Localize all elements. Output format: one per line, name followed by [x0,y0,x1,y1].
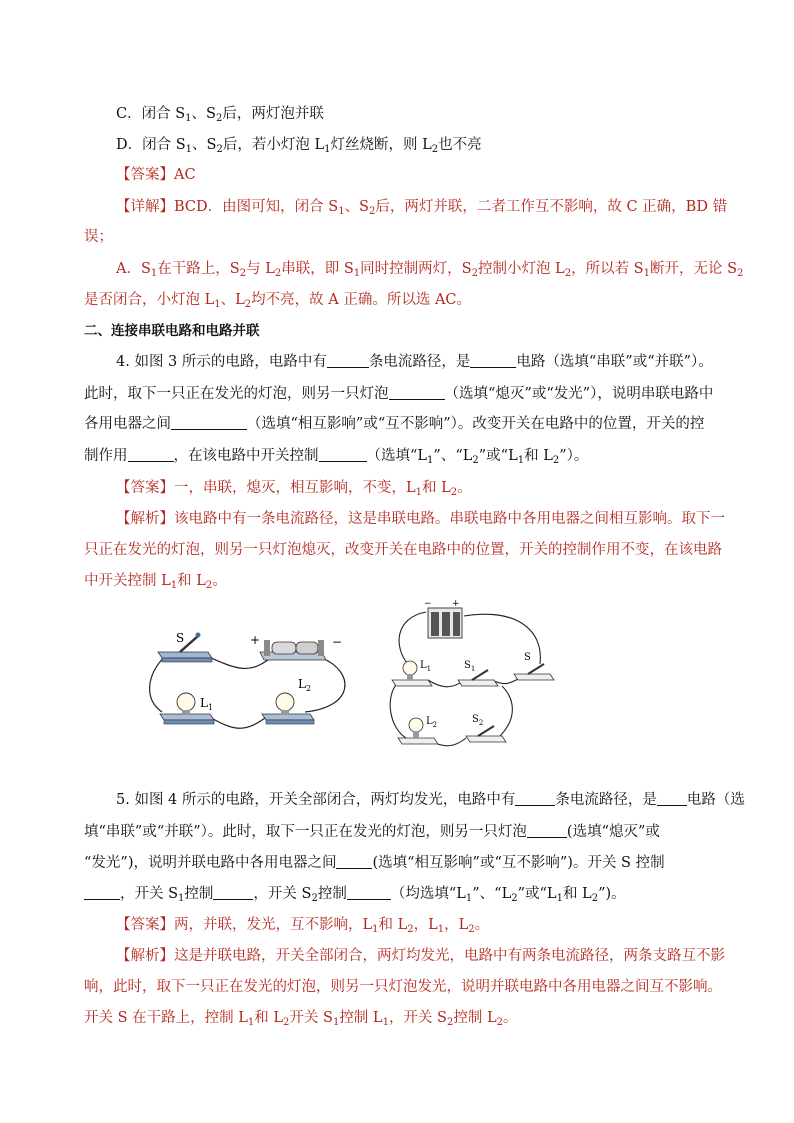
minus-terminal: − [424,599,432,609]
switch-main-label: S [524,652,531,663]
q3-detail-line-1: 【详解】BCD．由图可知，闭合 $S_1$、$S_2$后，两灯并联，二者工作互不影响，故 C 正确，BD 错 [116,199,728,217]
switch-main-base [514,674,554,680]
answer-tag: 【答案】 [116,917,174,933]
q4-blank-2 [470,353,516,368]
lamp-2-bulb [409,718,423,732]
answer-tag: 【答案】 [116,167,174,183]
q5-blank-4 [336,854,372,869]
wire [150,656,165,712]
q4-blank-3 [389,385,445,400]
battery-cell [272,642,296,654]
q4-blank-1 [327,353,369,368]
q5-analysis-line-2: 响，此时，取下一只正在发光的灯泡，则另一只灯泡发光，说明并联电路中各用电器之间互不影响。 [84,979,722,995]
q3-detail-line-2: 误； [84,229,113,245]
wire [390,682,406,738]
q5-line-3: “发光”)，说明并联电路中各用电器之间 (选填“相互影响”或“互不影响”)。开关 S 控制 [84,855,665,871]
section-title: 二、连接串联电路和电路并联 [84,323,260,339]
q4-line-2: 此时，取下一只正在发光的灯泡，则另一只灯泡 （选填“熄灭”或“发光”），说明串联电路中 [84,386,714,402]
lamp-1-bulb [403,661,417,675]
q3-detail-line-3: A．$S_1$在干路上，$S_2$与 $L_2$串联，即 $S_1$同时控制两灯，$S_2$控制小灯泡 $L_2$，所以若 $S_1$断开，无论 $S_2$ [116,261,744,279]
q5-blank-1 [515,791,555,806]
lamp-2-label: $L_2$ [426,716,438,729]
q5-line-4: ，开关 $S_1$控制 ，开关 $S_2$控制 （均选填“$L_1$”、“$L_2$”或“$L_1$和 $L_2$”)。 [84,884,626,909]
analysis-tag: 【解析】 [116,948,174,964]
switch-main-lever [528,664,544,674]
q4-analysis-line-1: 【解析】该电路中有一条电流路径，这是串联电路。串联电路中各用电器之间相互影响。取下一 [116,511,725,527]
figure-4-circuit [384,598,564,770]
switch-2-label: $S_2$ [472,714,484,727]
q4-analysis-line-2: 只正在发光的灯泡，则另一只灯泡熄灭，改变开关在电路中的位置，开关的控制作用不变，在该电路 [84,542,722,558]
lamp-2-label: $L_2$ [298,677,312,693]
switch-1-base [458,680,498,686]
q5-blank-5 [84,885,120,900]
q3-detail-line-4: 是否闭合，小灯泡 $L_1$、$L_2$均不亮，故 A 正确。所以选 AC。 [84,292,472,310]
wire [399,612,426,664]
option-d: D．闭合 $S_1$、$S_2$后，若小灯泡 $L_1$灯丝烧断，则 $L_2$也不亮 [116,137,482,155]
q5-analysis-line-1: 【解析】这是并联电路，开关全部闭合，两灯均发光，电路中有两条电流路径，两条支路互不影 [116,948,725,964]
lamp-2-bulb [276,693,294,711]
lamp-1-bulb [177,693,195,711]
lamp-2-base [398,738,438,744]
analysis-tag: 【解析】 [116,511,174,527]
q4-blank-5 [128,447,174,462]
q4-line-3: 各用电器之间 （选填“相互影响”或“互不影响”）。改变开关在电路中的位置，开关的控 [84,416,705,432]
q3-answer: 【答案】AC [116,167,196,183]
q4-line-4: 制作用 ，在该电路中开关控制 （选填“$L_1$”、“$L_2$”或“$L_1$和 $L_2$”）。 [84,448,589,466]
switch-2-lever [478,726,494,736]
wire [208,716,265,728]
option-c: C．闭合 $S_1$、$S_2$后，两灯泡并联 [116,106,324,124]
lamp-1-base [392,680,432,686]
q5-blank-7 [347,885,391,900]
switch-2-base [466,736,506,742]
minus-terminal: − [332,635,343,649]
plus-terminal: + [452,599,460,609]
q5-blank-3 [527,823,567,838]
figure-3-circuit [140,622,360,764]
q5-blank-2 [657,791,687,806]
q4-analysis-line-3: 中开关控制 $L_1$和 $L_2$。 [84,573,227,591]
lamp-1-label: $L_1$ [420,660,432,673]
answer-tag: 【答案】 [116,480,174,496]
plus-terminal: + [250,633,261,647]
q4-answer: 【答案】一，串联，熄灭，相互影响，不变，$L_1$和 $L_2$。 [116,480,472,498]
detail-tag: 【详解】 [116,199,174,215]
switch-label: S [176,631,185,645]
q5-line-1: 5. 如图 4 所示的电路，开关全部闭合，两灯均发光，电路中有 条电流路径，是 电路（选 [116,792,745,808]
wire [205,655,268,668]
q5-line-2: 填“串联”或“并联”）。此时，取下一只正在发光的灯泡，则另一只灯泡 (选填“熄灭”或 [84,824,660,840]
q5-blank-6 [213,885,253,900]
q4-line-1: 4. 如图 3 所示的电路，电路中有 条电流路径，是 电路（选填“串联”或“并联”）。 [116,354,713,370]
q5-answer: 【答案】两，并联，发光，互不影响，$L_1$和 $L_2$，$L_1$，$L_2$。 [116,917,490,935]
q5-analysis-line-3: 开关 S 在干路上，控制 $L_1$和 $L_2$开关 $S_1$控制 $L_1$，开关 $S_2$控制 $L_2$。 [84,1010,518,1028]
battery-cell [296,642,318,654]
lamp-1-label: $L_1$ [200,696,214,712]
switch-1-label: $S_1$ [464,660,476,673]
wire [498,686,512,738]
switch-base [158,652,212,658]
q4-blank-4 [171,415,247,430]
q4-blank-6 [319,447,367,462]
